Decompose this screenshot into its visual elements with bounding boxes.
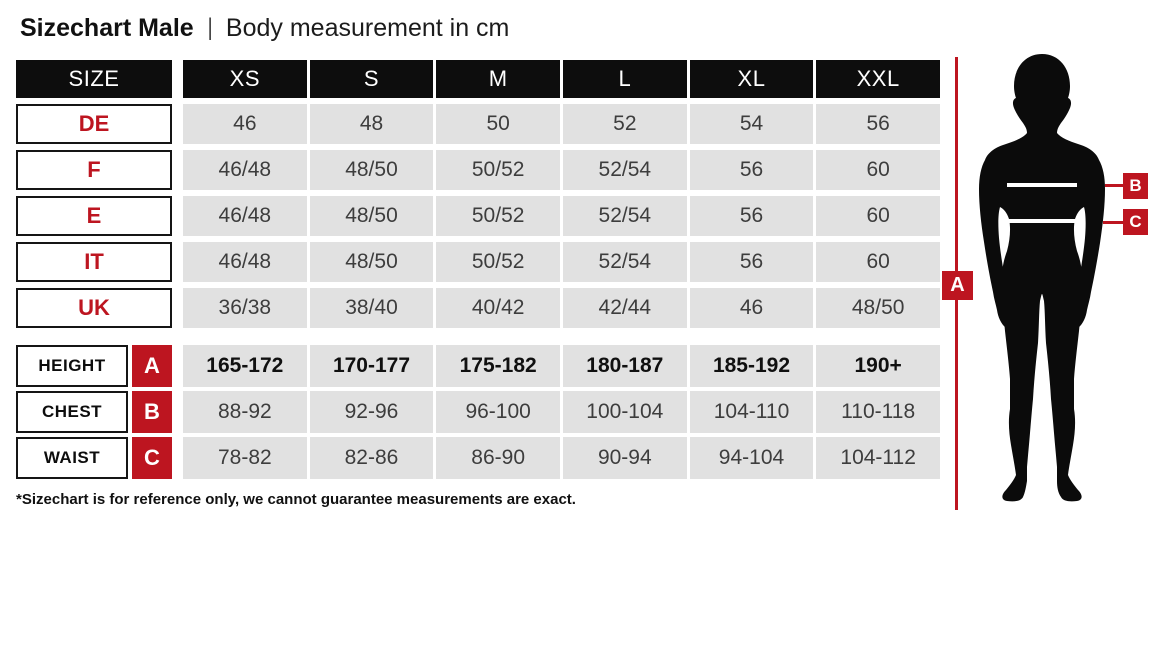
size-table [16,60,940,328]
column-header-xs: XS [183,60,307,98]
table-cell: 48/50 [310,150,434,190]
table-cell: 56 [690,196,814,236]
table-cell: 48/50 [310,242,434,282]
row-label-height [16,345,172,387]
measurement-table [16,345,940,479]
table-cell: 50/52 [436,242,560,282]
column-header-xxl: XXL [816,60,940,98]
marker-b-badge: B [1123,173,1148,199]
height-label: HEIGHT [16,345,128,387]
table-cell: 78-82 [183,437,307,479]
column-header-size: SIZE [16,60,172,98]
waist-marker-badge: C [132,437,172,479]
table-cell: 170-177 [310,345,434,387]
table-cell: 46/48 [183,242,307,282]
table-cell: 88-92 [183,391,307,433]
table-cell: 50/52 [436,150,560,190]
row-label-e: E [16,196,172,236]
column-header-s: S [310,60,434,98]
body-figure [940,50,1169,530]
table-cell: 60 [816,150,940,190]
table-cell: 52/54 [563,150,687,190]
chest-marker-badge: B [132,391,172,433]
table-cell: 60 [816,196,940,236]
table-cell: 56 [816,104,940,144]
table-cell: 46 [183,104,307,144]
marker-c-badge: C [1123,209,1148,235]
table-cell: 100-104 [563,391,687,433]
table-cell: 52/54 [563,242,687,282]
table-cell: 92-96 [310,391,434,433]
table-cell: 36/38 [183,288,307,328]
table-cell: 40/42 [436,288,560,328]
male-silhouette-icon [977,52,1107,510]
table-cell: 82-86 [310,437,434,479]
table-cell: 96-100 [436,391,560,433]
footnote: *Sizechart is for reference only, we cannot guarantee measurements are exact. [16,491,576,508]
row-label-waist [16,437,172,479]
table-cell: 90-94 [563,437,687,479]
row-label-chest [16,391,172,433]
table-cell: 56 [690,242,814,282]
table-cell: 50 [436,104,560,144]
row-label-it: IT [16,242,172,282]
table-cell: 110-118 [816,391,940,433]
table-cell: 46/48 [183,150,307,190]
table-cell: 190+ [816,345,940,387]
table-cell: 52/54 [563,196,687,236]
waist-label: WAIST [16,437,128,479]
row-label-de: DE [16,104,172,144]
column-header-l: L [563,60,687,98]
table-cell: 46 [690,288,814,328]
chest-line [1007,183,1077,187]
table-cell: 50/52 [436,196,560,236]
title-main: Sizechart Male [20,13,194,42]
waist-line [1008,219,1076,223]
table-cell: 60 [816,242,940,282]
table-cell: 104-112 [816,437,940,479]
row-label-uk: UK [16,288,172,328]
table-cell: 38/40 [310,288,434,328]
table-cell: 175-182 [436,345,560,387]
table-cell: 42/44 [563,288,687,328]
chest-label: CHEST [16,391,128,433]
table-cell: 52 [563,104,687,144]
table-cell: 56 [690,150,814,190]
title-subtitle: Body measurement in cm [225,13,510,42]
title-separator: | [207,14,213,41]
table-cell: 165-172 [183,345,307,387]
height-marker-badge: A [132,345,172,387]
table-cell: 185-192 [690,345,814,387]
table-cell: 48/50 [310,196,434,236]
marker-a-badge: A [942,271,973,300]
table-cell: 180-187 [563,345,687,387]
page-title [20,12,509,44]
chest-pointer-line [1105,184,1123,187]
table-cell: 104-110 [690,391,814,433]
column-header-xl: XL [690,60,814,98]
table-cell: 48 [310,104,434,144]
row-label-f: F [16,150,172,190]
table-cell: 94-104 [690,437,814,479]
column-header-m: M [436,60,560,98]
table-cell: 86-90 [436,437,560,479]
table-cell: 54 [690,104,814,144]
table-cell: 46/48 [183,196,307,236]
waist-pointer-line [1103,221,1123,224]
table-cell: 48/50 [816,288,940,328]
